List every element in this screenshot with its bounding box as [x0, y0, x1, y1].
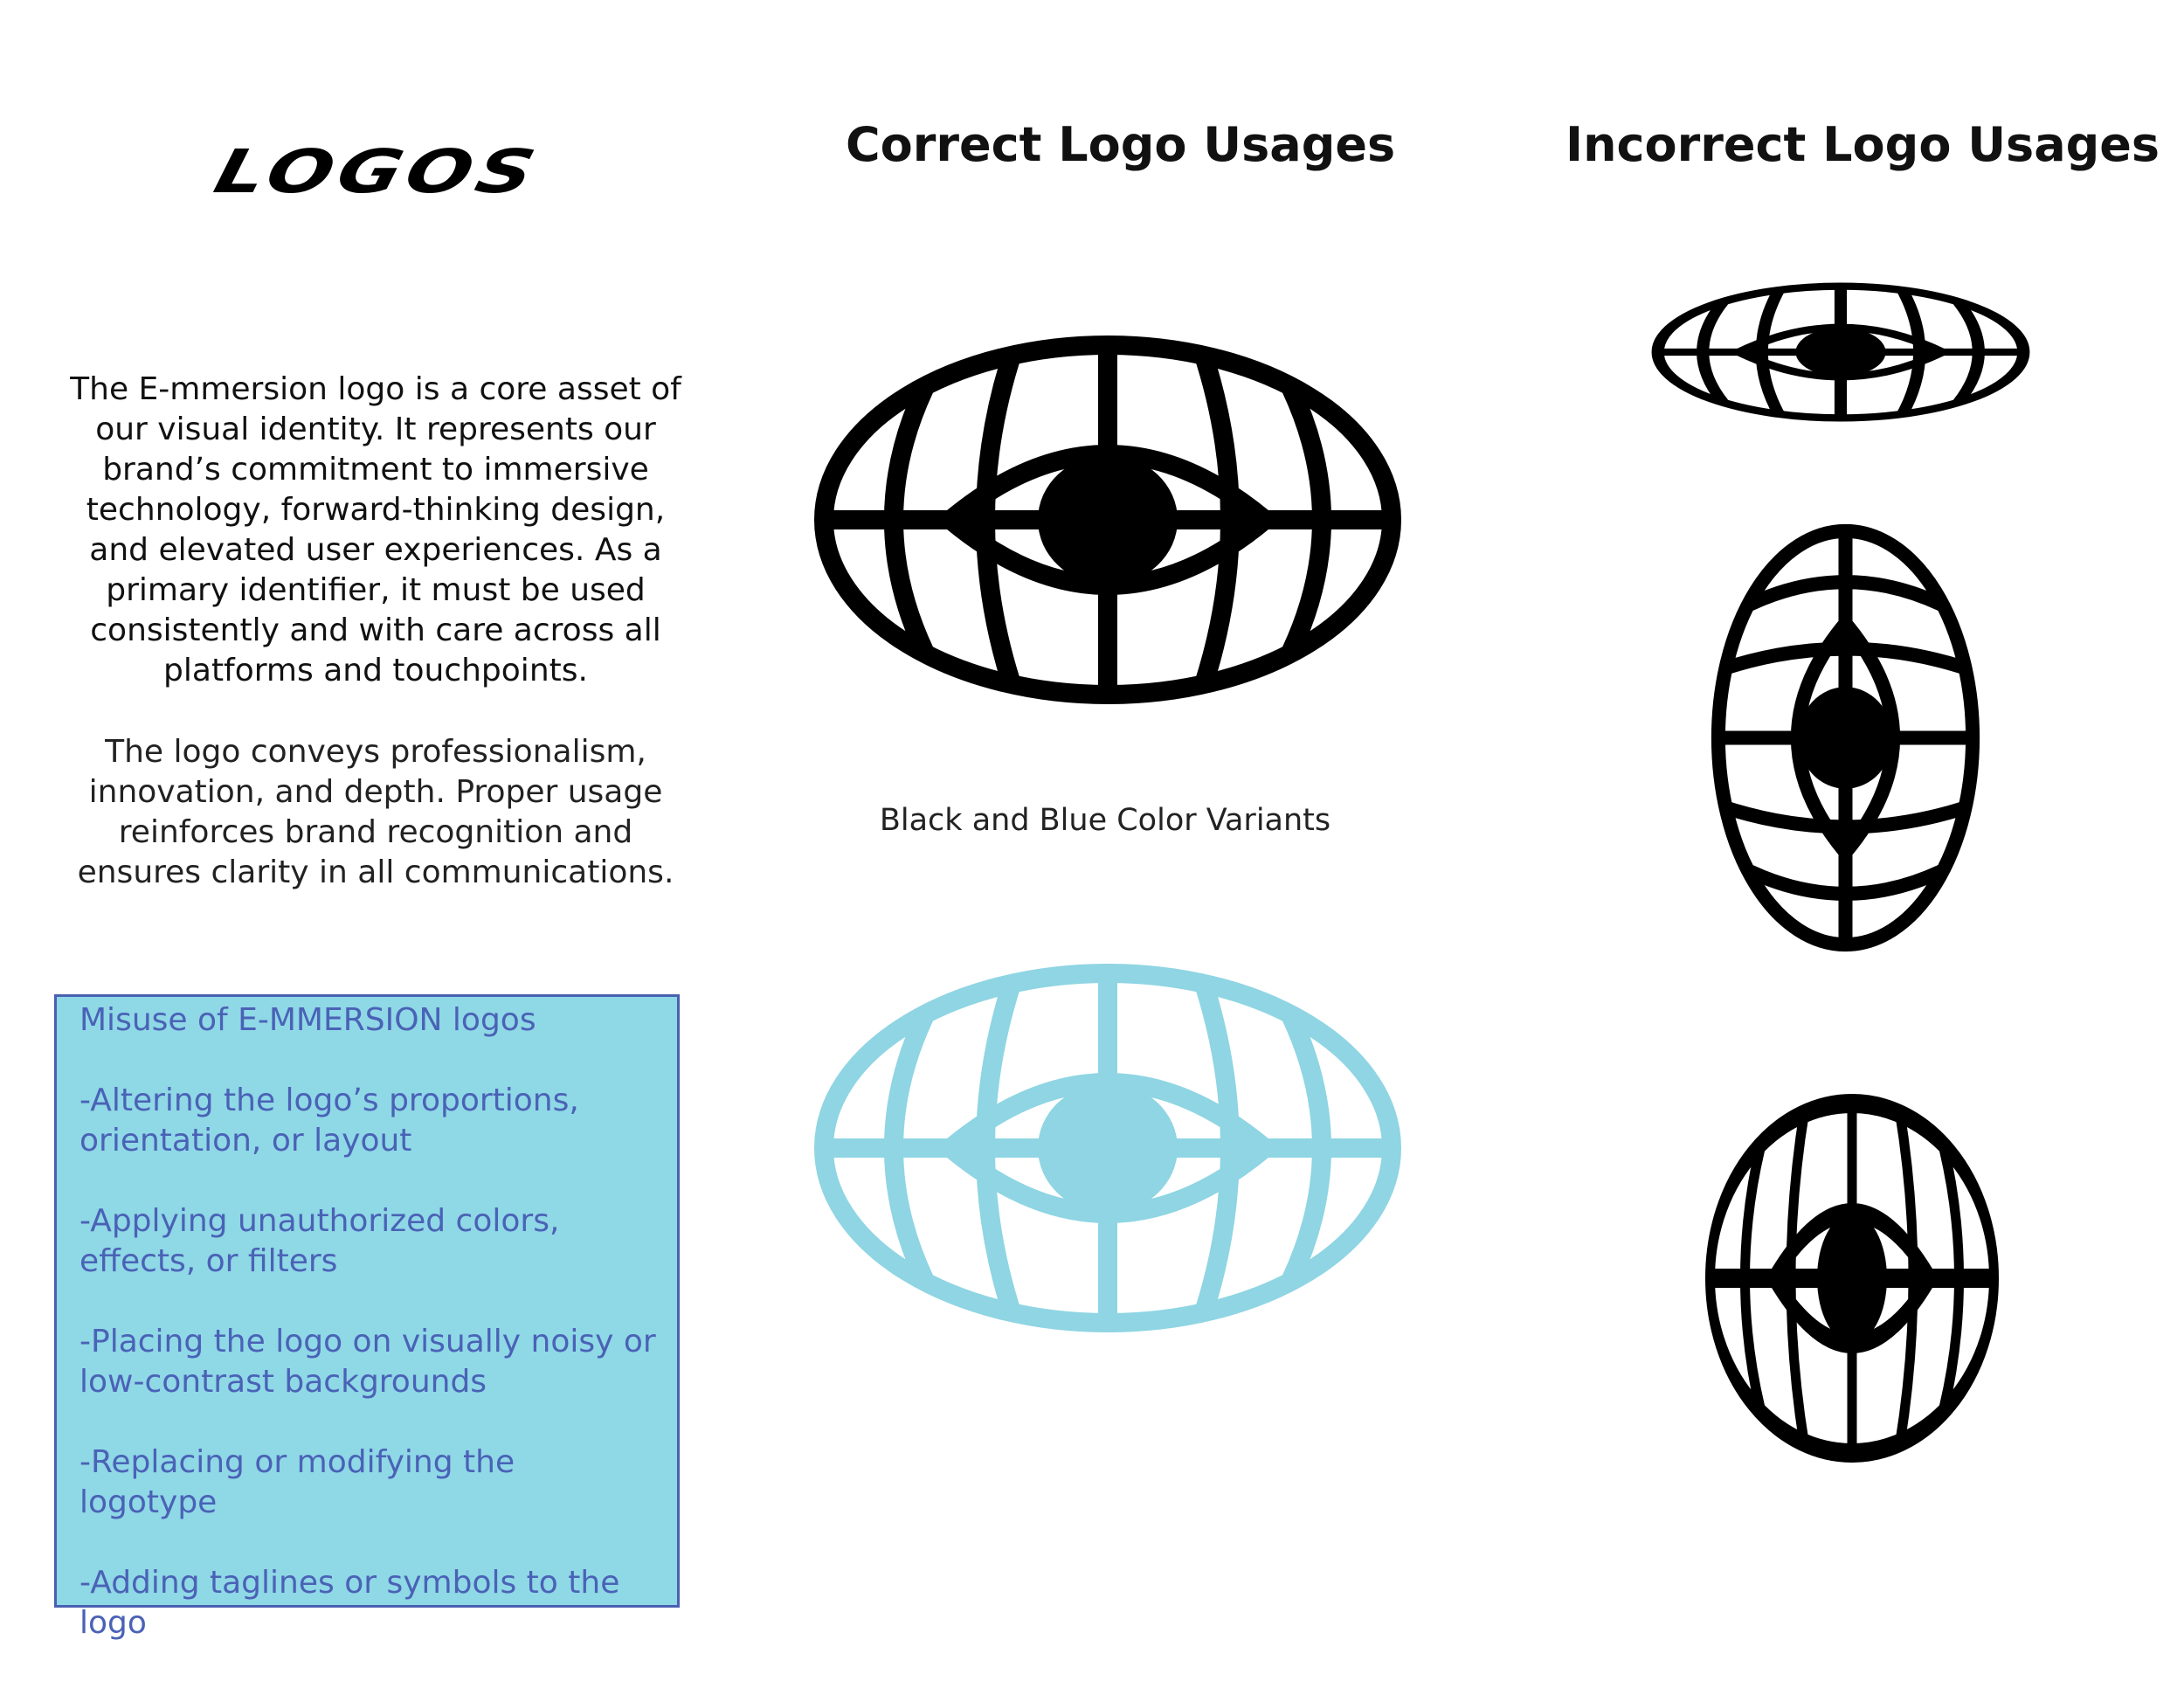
- incorrect-usages-heading: Incorrect Logo Usages: [1565, 117, 2160, 172]
- logo-rotated-incorrect: [1690, 522, 2001, 954]
- misuse-box: [54, 994, 680, 1641]
- misuse-item: -Adding taglines or symbols to the logo: [79, 1565, 620, 1641]
- correct-usages-heading: Correct Logo Usages: [846, 117, 1396, 172]
- misuse-item: -Placing the logo on visually noisy or low-contrast backgrounds: [79, 1324, 656, 1400]
- intro-paragraph: The E-mmersion logo is a core asset of our visual identity. It represents our brand’s commitment to immersive technology, forward-thinking design, and elevated user experiences. As a primary identifier, it must be used consistently and with care across all platforms and touchpoints.: [70, 371, 681, 688]
- color-variants-caption: Black and Blue Color Variants: [879, 803, 1331, 838]
- misuse-item: -Replacing or modifying the logotype: [79, 1444, 515, 1520]
- misuse-item: -Altering the logo’s proportions, orientation, or layout: [79, 1083, 579, 1159]
- logos-wordmark: LOGOS: [207, 136, 548, 207]
- logo-blue-correct: [811, 960, 1405, 1336]
- misuse-item: -Applying unauthorized colors, effects, or filters: [79, 1203, 560, 1279]
- misuse-title: Misuse of E-MMERSION logos: [79, 1002, 536, 1038]
- intro-paragraph-secondary: The logo conveys professionalism, innovation, and depth. Proper usage reinforces brand recognition and ensures clarity in all communications.: [77, 734, 674, 890]
- logo-stretched-incorrect: [1704, 1090, 2001, 1466]
- logo-black-correct: [811, 332, 1405, 708]
- logo-squashed-incorrect: [1649, 281, 2032, 423]
